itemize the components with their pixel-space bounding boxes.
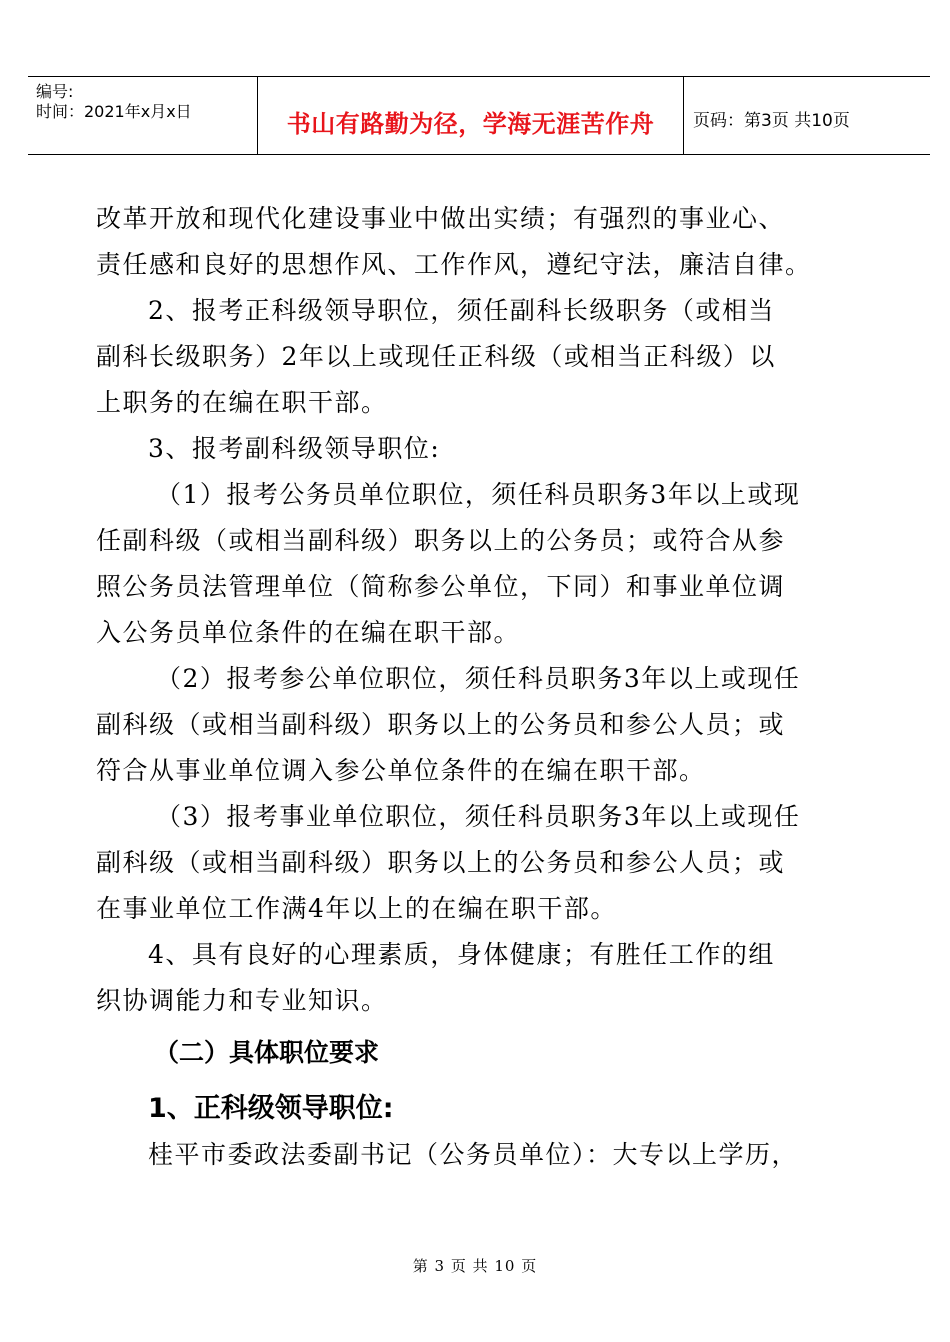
- header-top-rule: [28, 76, 930, 77]
- paragraph-4: （1）报考公务员单位职位，须任科员职务3年以上或现 任副科级（或相当副科级）职务以上的公务员；或符合从参 照公务员法管理单位（简称参公单位，下同）和事业单位调 入公务员单位条件的在编在职干部。: [96, 480, 801, 647]
- serial-label: 编号:: [36, 82, 74, 101]
- header-page-number: 页码：第3页 共10页: [693, 111, 850, 131]
- date-label: 时间：2021年x月x日: [36, 102, 192, 121]
- paragraph-2: 2、报考正科级领导职位，须任副科长级职务（或相当 副科长级职务）2年以上或现任正科级（或相当正科级）以 上职务的在编在职干部。: [96, 296, 776, 417]
- subsection-heading: 1、正科级领导职位:: [148, 1093, 394, 1124]
- paragraph-5: （2）报考参公单位职位，须任科员职务3年以上或现任 副科级（或相当副科级）职务以上的公务员和参公人员；或 符合从事业单位调入参公单位条件的在编在职干部。: [96, 664, 801, 785]
- header-motto: 书山有路勤为径，学海无涯苦作舟: [286, 110, 655, 138]
- page-footer: 第 3 页 共 10 页: [412, 1257, 538, 1275]
- paragraph-1: 改革开放和现代化建设事业中做出实绩；有强烈的事业心、 责任感和良好的思想作风、工作作风，遵纪守法，廉洁自律。: [96, 204, 812, 279]
- page-header: [28, 76, 930, 156]
- header-bottom-rule: [28, 154, 930, 155]
- section-heading: （二）具体职位要求: [154, 1038, 380, 1067]
- paragraph-3: 3、报考副科级领导职位:: [148, 434, 441, 463]
- header-divider-right: [683, 76, 684, 155]
- paragraph-6: （3）报考事业单位职位，须任科员职务3年以上或现任 副科级（或相当副科级）职务以上的公务员和参公人员；或 在事业单位工作满4年以上的在编在职干部。: [96, 802, 801, 923]
- paragraph-7: 4、具有良好的心理素质，身体健康；有胜任工作的组 织协调能力和专业知识。: [96, 940, 775, 1015]
- paragraph-8: 桂平市委政法委副书记（公务员单位）：大专以上学历，: [148, 1140, 799, 1169]
- document-body: [96, 196, 896, 1178]
- header-meta: [36, 82, 251, 122]
